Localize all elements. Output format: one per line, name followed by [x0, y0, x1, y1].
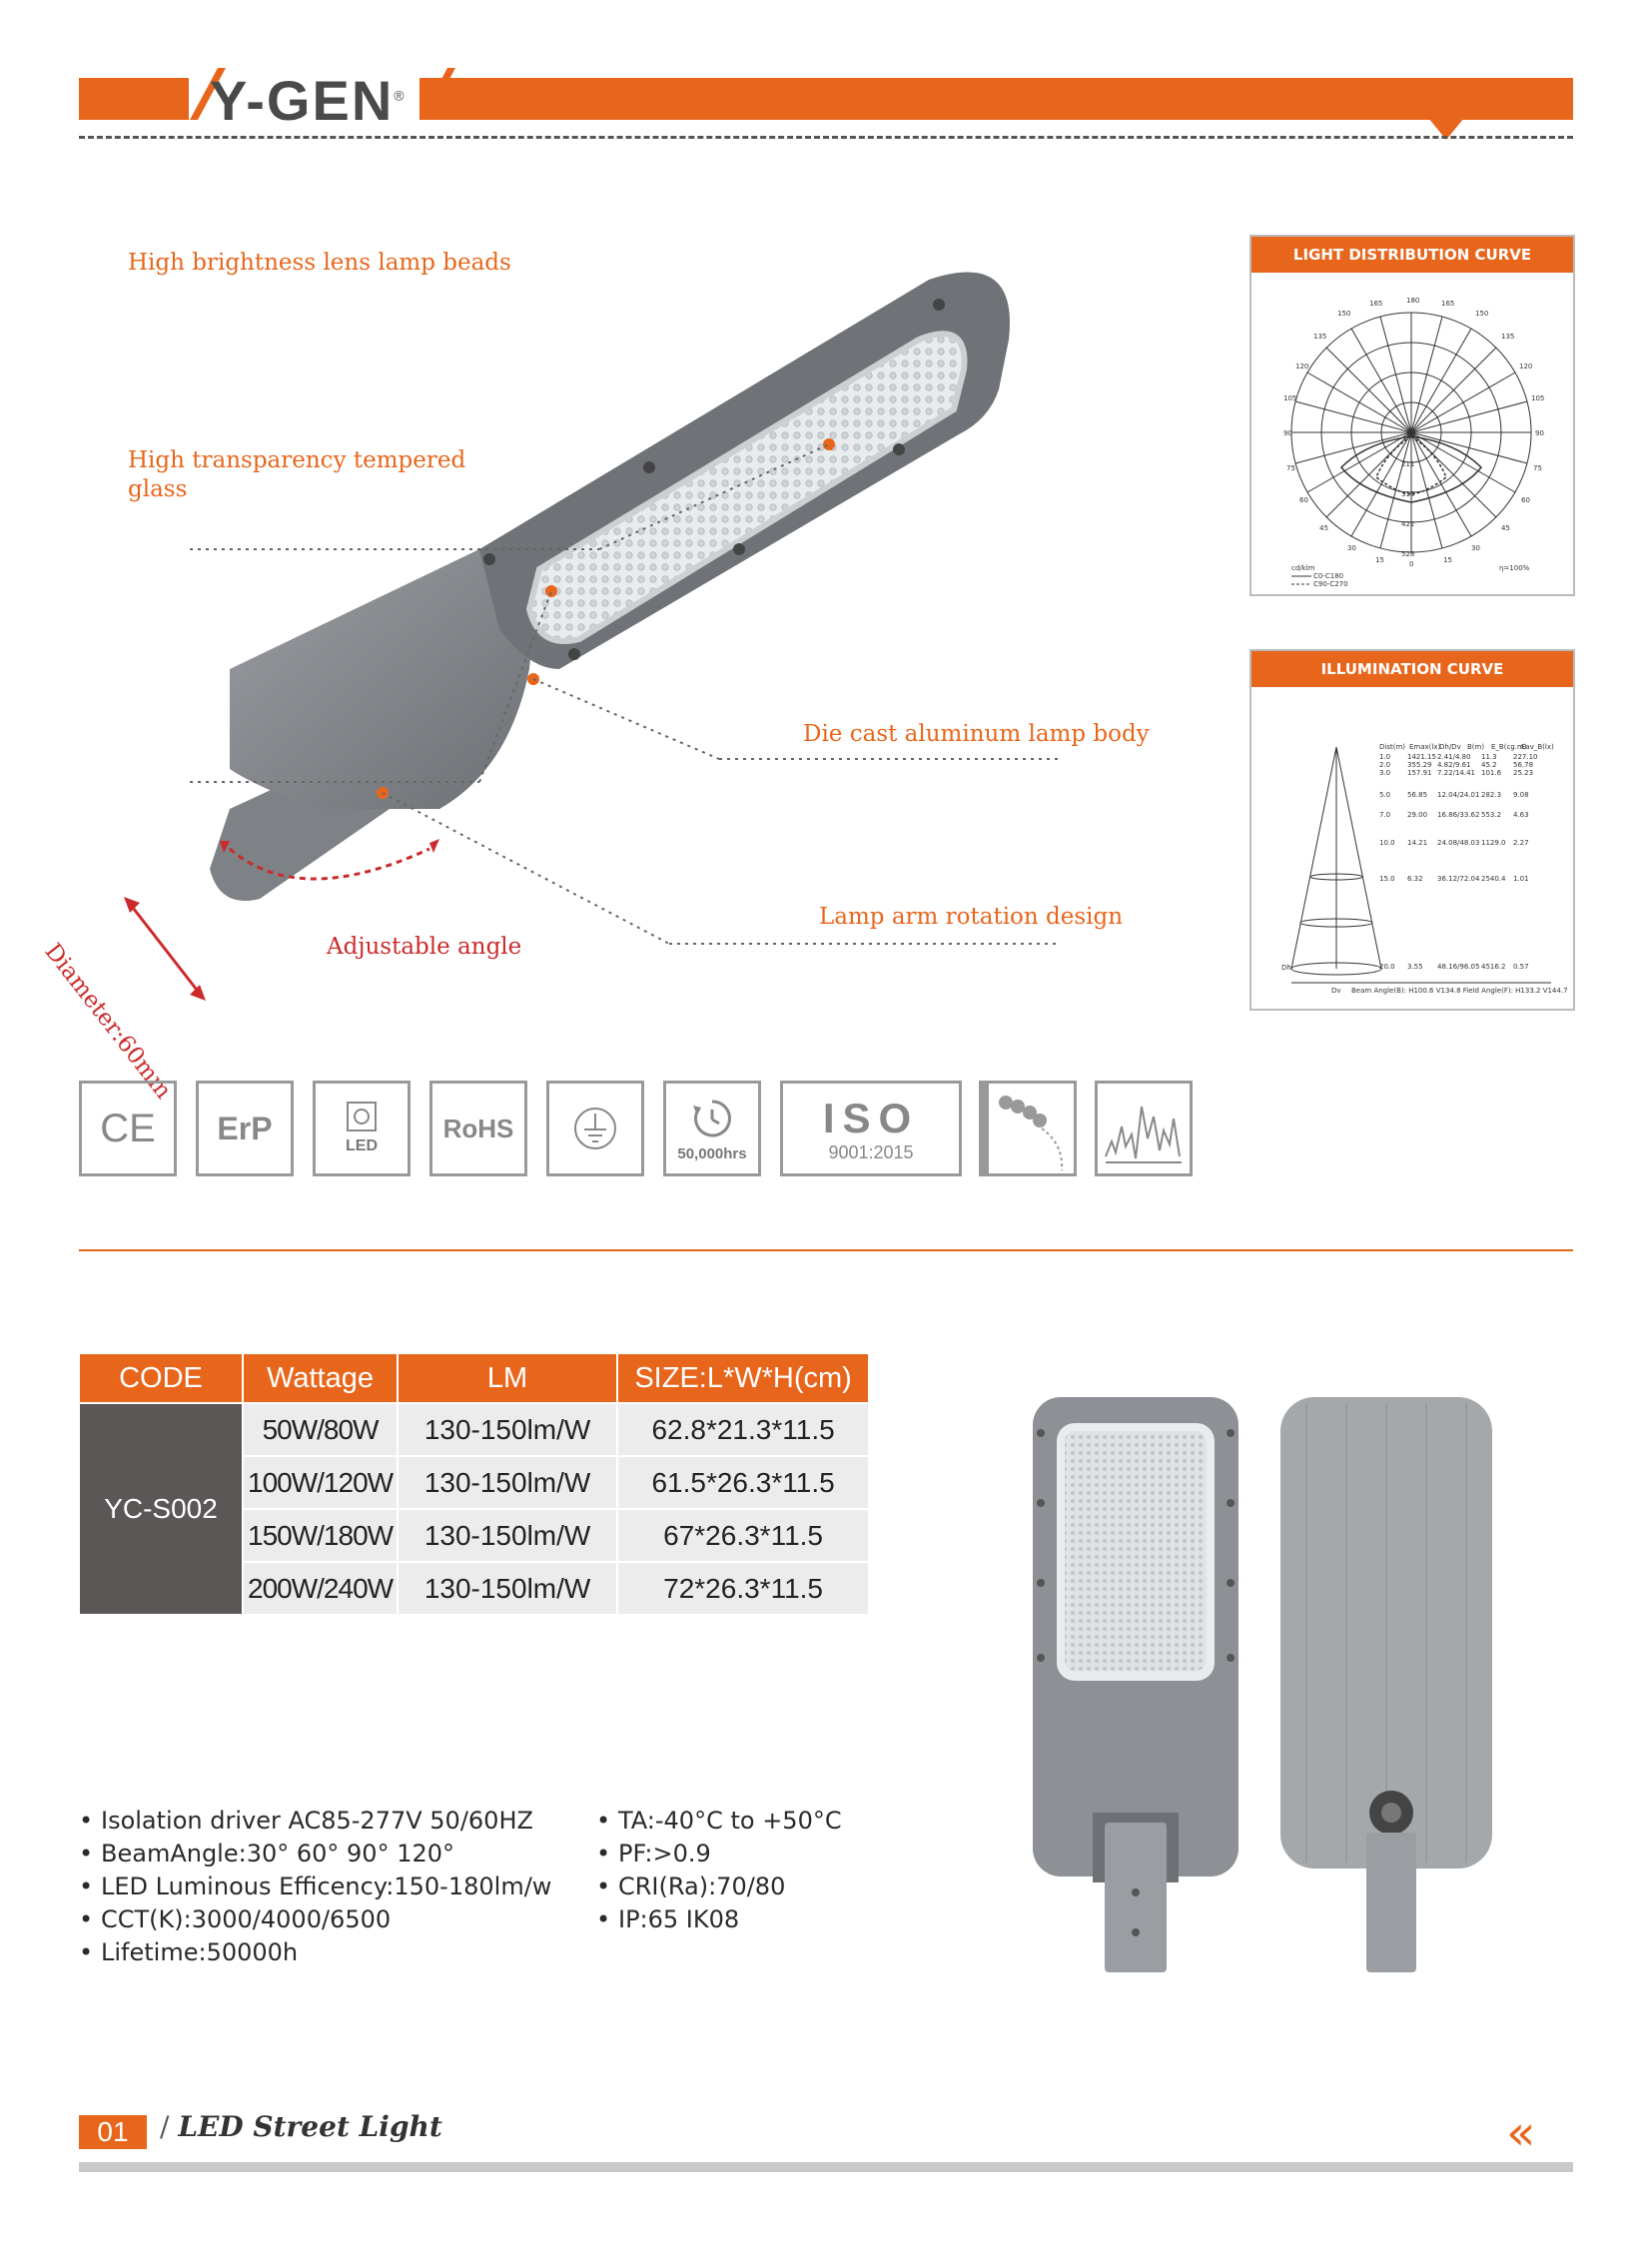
angle-label-90-right: 90: [1535, 429, 1544, 437]
callout-adjustable-angle: Adjustable angle: [327, 934, 522, 960]
illum-cell: 2.27: [1513, 839, 1529, 847]
illum-cell: 4.63: [1513, 811, 1529, 819]
feature-item: • IP:65 IK08: [596, 1903, 842, 1936]
legend-c0: C0-C180: [1313, 572, 1344, 580]
rohs-cert-icon: RoHS: [429, 1081, 527, 1176]
illum-cell: 1129.0: [1481, 839, 1506, 847]
illum-cell: 282.3: [1481, 791, 1502, 799]
illum-cell: 4.82/9.61: [1437, 761, 1471, 769]
illum-cell: 11.3: [1481, 753, 1497, 761]
illum-header-cell: E_B(cg.m): [1491, 743, 1527, 751]
th-size: SIZE:L*W*H(cm): [618, 1354, 868, 1402]
th-code: CODE: [80, 1354, 242, 1402]
page-number: 01: [79, 2115, 147, 2149]
table-row: [80, 1404, 868, 1455]
efficiency-label: η=100%: [1499, 564, 1530, 572]
angle-label-75-left: 75: [1286, 464, 1295, 472]
angle-label-165-right: 165: [1441, 300, 1455, 308]
legend-c90: C90-C270: [1313, 580, 1348, 588]
wattage-cell: 100W/120W: [244, 1457, 397, 1508]
illum-cell: 16.86/33.62: [1437, 811, 1480, 819]
angle-label-60-right: 60: [1521, 496, 1530, 504]
illum-cell: 157.91: [1407, 769, 1432, 777]
lifetime-clock-icon: 50,000hrs: [663, 1081, 761, 1176]
illum-cell: 1.01: [1513, 875, 1529, 883]
angle-label-120-right: 120: [1519, 363, 1533, 371]
illum-cell: 56.78: [1513, 761, 1534, 769]
wattage-cell: 50W/80W: [244, 1404, 397, 1455]
callout-arm-rotation: Lamp arm rotation design: [819, 904, 1124, 930]
feature-item: • Lifetime:50000h: [79, 1936, 551, 1969]
header-bar-right: [419, 78, 1573, 120]
footer-rule: [79, 2162, 1573, 2172]
angle-label-0: 0: [1409, 560, 1414, 568]
feature-item: • CCT(K):3000/4000/6500: [79, 1903, 551, 1936]
angle-label-150-left: 150: [1337, 310, 1351, 318]
lm-cell: 130-150lm/W: [399, 1457, 616, 1508]
illumination-panel: [1249, 649, 1575, 1011]
illum-cell: 14.21: [1407, 839, 1428, 847]
illum-header-cell: Dh/Dv: [1439, 743, 1461, 751]
illum-cell: 36.12/72.04: [1437, 875, 1480, 883]
illum-cell: 12.04/24.01: [1437, 791, 1480, 799]
surge-wave-icon: [1095, 1081, 1193, 1176]
features-right: [596, 1805, 842, 1936]
angle-label-45-right: 45: [1501, 524, 1510, 532]
wattage-cell: 150W/180W: [244, 1510, 397, 1561]
illumination-title: ILLUMINATION CURVE: [1251, 651, 1573, 687]
page-footer-title: / LED Street Light: [160, 2110, 442, 2143]
lm-cell: 130-150lm/W: [399, 1404, 616, 1455]
illum-cell: 24.08/48.03: [1437, 839, 1480, 847]
feature-item: • PF:>0.9: [596, 1838, 842, 1870]
illum-cell: 227.10: [1513, 753, 1538, 761]
illum-cell: 7.0: [1379, 811, 1391, 819]
illum-cell: 48.16/96.05: [1437, 963, 1480, 971]
angle-label-15-left: 15: [1375, 556, 1384, 564]
lm-cell: 130-150lm/W: [399, 1563, 616, 1614]
feature-item: • CRI(Ra):70/80: [596, 1870, 842, 1903]
spec-table: [78, 1352, 870, 1616]
angle-label-165-left: 165: [1369, 300, 1383, 308]
illum-cell: 3.0: [1379, 769, 1391, 777]
angle-label-45-left: 45: [1319, 524, 1328, 532]
lm-cell: 130-150lm/W: [399, 1510, 616, 1561]
illum-header-cell: B(m): [1467, 743, 1485, 751]
th-wattage: Wattage: [244, 1354, 397, 1402]
callout-tempered-glass-line2: glass: [128, 476, 188, 502]
product-front-view: [1029, 1393, 1248, 1972]
section-divider: [79, 1249, 1573, 1251]
unit-label: cd/klm: [1291, 564, 1315, 572]
illum-cell: 20.0: [1379, 963, 1395, 971]
angle-label-180: 180: [1406, 297, 1420, 305]
radial-value-3: 422: [1401, 520, 1415, 528]
pole-light-icon: [979, 1081, 1077, 1176]
angle-label-105-left: 105: [1283, 394, 1297, 402]
polar-chart: [1251, 273, 1569, 590]
illum-cell: 1.0: [1379, 753, 1391, 761]
size-cell: 62.8*21.3*11.5: [618, 1404, 868, 1455]
axis-dh-label: Dh: [1281, 964, 1291, 972]
illum-cell: 3.55: [1407, 963, 1423, 971]
illum-cell: 45.2: [1481, 761, 1497, 769]
radial-value-2: 316: [1401, 490, 1415, 498]
illum-cell: 29.00: [1407, 811, 1428, 819]
illumination-chart: [1251, 687, 1569, 1005]
radial-value-4: 528: [1401, 550, 1415, 558]
feature-item: • TA:-40°C to +50°C: [596, 1805, 842, 1838]
th-lm: LM: [399, 1354, 616, 1402]
illum-cell: 101.6: [1481, 769, 1502, 777]
illum-cell: 5.0: [1379, 791, 1391, 799]
illum-cell: 2540.4: [1481, 875, 1506, 883]
angle-label-135-left: 135: [1313, 333, 1327, 341]
size-cell: 67*26.3*11.5: [618, 1510, 868, 1561]
illum-cell: 553.2: [1481, 811, 1502, 819]
illum-cell: 25.23: [1513, 769, 1534, 777]
ground-symbol-icon: [546, 1081, 644, 1176]
angle-label-120-left: 120: [1295, 363, 1309, 371]
callout-lamp-beads: High brightness lens lamp beads: [128, 250, 511, 276]
angle-label-90-left: 90: [1283, 429, 1292, 437]
size-cell: 72*26.3*11.5: [618, 1563, 868, 1614]
feature-item: • Isolation driver AC85-277V 50/60HZ: [79, 1805, 551, 1838]
axis-dv-label: Dv: [1331, 987, 1341, 995]
ce-cert-icon: CE: [79, 1081, 177, 1176]
illum-header-cell: Emax(lx): [1409, 743, 1441, 751]
erp-cert-icon: ErP: [196, 1081, 294, 1176]
feature-item: • LED Luminous Efficency:150-180lm/w: [79, 1870, 551, 1903]
radial-value-1: 211: [1401, 460, 1415, 468]
angle-label-105-right: 105: [1531, 394, 1545, 402]
features-left: [79, 1805, 551, 1969]
illum-cell: 1421.15: [1407, 753, 1436, 761]
angle-label-135-right: 135: [1501, 333, 1515, 341]
illum-header-cell: Eav_B(lx): [1521, 743, 1554, 751]
angle-label-30-right: 30: [1471, 544, 1480, 552]
illum-cell: 355.29: [1407, 761, 1432, 769]
iso-cert-icon: ISO 9001:2015: [780, 1081, 962, 1176]
illumination-footer: Beam Angle(B): H100.6 V134.8 Field Angle(F): H133.2 V144.7: [1351, 987, 1568, 995]
angle-label-15-right: 15: [1443, 556, 1452, 564]
header-dashed-rule: [79, 136, 1573, 139]
illum-cell: 6.32: [1407, 875, 1423, 883]
illum-cell: 9.08: [1513, 791, 1529, 799]
product-back-view: [1276, 1393, 1496, 1972]
brand-logo: Y-GEN®: [210, 69, 407, 132]
illum-cell: 0.57: [1513, 963, 1529, 971]
illum-cell: 56.85: [1407, 791, 1428, 799]
feature-item: • BeamAngle:30° 60° 90° 120°: [79, 1838, 551, 1870]
angle-label-150-right: 150: [1475, 310, 1489, 318]
code-cell: YC-S002: [80, 1404, 242, 1614]
callout-tempered-glass-line1: High transparency tempered: [128, 447, 466, 473]
angle-label-60-left: 60: [1299, 496, 1308, 504]
light-distribution-panel: [1249, 235, 1575, 596]
led-icon: LED: [313, 1081, 411, 1176]
angle-label-30-left: 30: [1347, 544, 1356, 552]
illum-cell: 7.22/14.41: [1437, 769, 1475, 777]
callout-lamp-body: Die cast aluminum lamp body: [803, 721, 1150, 747]
size-cell: 61.5*26.3*11.5: [618, 1457, 868, 1508]
illum-cell: 15.0: [1379, 875, 1395, 883]
illum-cell: 4516.2: [1481, 963, 1506, 971]
callout-diameter: Diameter:60mm: [39, 939, 177, 1105]
illum-cell: 2.0: [1379, 761, 1391, 769]
illum-cell: 10.0: [1379, 839, 1395, 847]
wattage-cell: 200W/240W: [244, 1563, 397, 1614]
illum-header-cell: Dist(m): [1379, 743, 1406, 751]
illum-cell: 2.41/4.80: [1437, 753, 1471, 761]
light-distribution-title: LIGHT DISTRIBUTION CURVE: [1251, 237, 1573, 273]
double-chevron-left-icon[interactable]: «: [1506, 2105, 1536, 2161]
angle-label-75-right: 75: [1533, 464, 1542, 472]
